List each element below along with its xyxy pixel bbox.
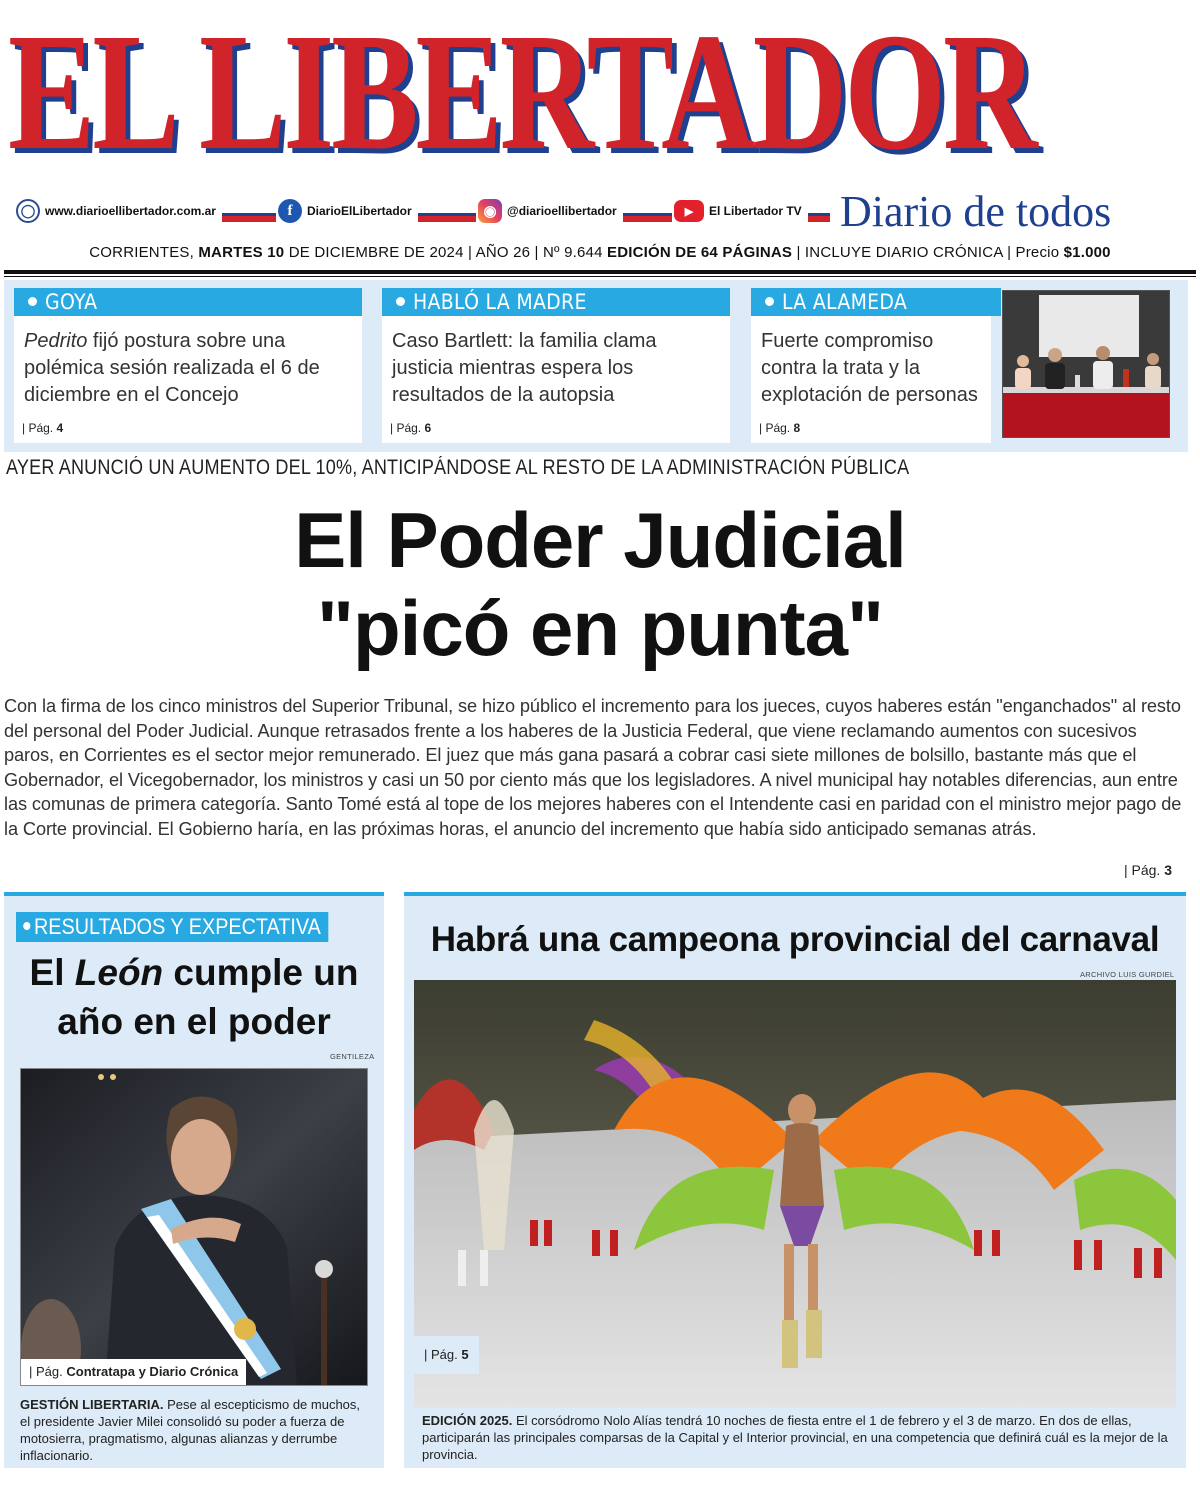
carnaval-photo-caption: EDICIÓN 2025. El corsódromo Nolo Alías tendrá 10 noches de fiesta entre el 1 de febrero y el 3 de marzo. En dos de ellas, participarán las principales comparsas de la Capital y el Interior provincial, en una competencia que definirá cuál es la mejor de la provincia. [422, 1413, 1168, 1462]
instagram-link-label: @diarioellibertador [507, 204, 617, 218]
social-bar [14, 200, 830, 222]
milei-story-tag: RESULTADOS Y EXPECTATIVA [16, 912, 328, 942]
bullet-icon [23, 922, 30, 930]
facebook-link[interactable] [276, 200, 418, 222]
main-story-lead: Con la firma de los cinco ministros del Superior Tribunal, se hizo público el incremento para los jueces, cuyos haberes están "enganchados" al resto del personal del Poder Judicial. Aunque retrasados frente a los haberes de la Justicia Federal, que viene reclamando aumentos con sucesivos paros, en Corrientes es el sector mejor remunerado. El juez que más gana pasará a cobrar casi siete millones de bolsillo, bastante más que el Gobernador, el Vicegobernador, los ministros y casi un 50 por ciento más que los legisladores. A nivel municipal hay notables diferencias, aun entre las comunas de primera categoría. Santo Tomé está al tope de los mejores haberes con el Intendente casi en paridad con el ministro mejor pago de la Corte provincial. El Gobierno haría, en las próximas horas, el anuncio del incremento que había sido anticipado semanas atrás. [4, 696, 1182, 839]
website-link-label: www.diarioellibertador.com.ar [45, 204, 216, 218]
instagram-link[interactable] [476, 200, 623, 222]
carnaval-story-headline[interactable]: Habrá una campeona provincial del carnaval [430, 920, 1160, 959]
page-reference: | Pág. 6 [390, 421, 432, 435]
milei-photo[interactable] [20, 1068, 368, 1386]
milei-story-headline[interactable]: El León cumple un año en el poder [29, 952, 359, 1042]
page-reference: | Pág. 8 [759, 421, 801, 435]
milei-photo-caption: GESTIÓN LIBERTARIA. Pese al escepticismo de muchos, el presidente Javier Milei consolidó su poder a fuerza de motosierra, pragmatismo, algunas alianzas y derrumbe inflacionario. [20, 1397, 361, 1463]
conference-photo-illustration [1003, 291, 1170, 438]
facebook-link-label: DiarioElLibertador [307, 204, 412, 218]
dateline [0, 244, 1200, 261]
teaser-hablo-la-madre[interactable] [382, 288, 730, 443]
carnaval-story-box [404, 892, 1186, 1468]
main-headline-line1: El Poder Judicial [294, 496, 906, 584]
youtube-link-label: El Libertador TV [709, 204, 802, 218]
instagram-icon: ◉ [478, 199, 502, 223]
masthead [0, 0, 1200, 240]
teaser-tag: GOYA [14, 288, 362, 316]
bullet-icon [396, 297, 405, 306]
carnaval-photo[interactable] [414, 980, 1176, 1408]
dateline-day: MARTES 10 [198, 244, 285, 261]
bullet-icon [28, 297, 37, 306]
website-link[interactable] [14, 200, 222, 222]
masthead-rule [4, 270, 1196, 274]
main-story-kicker: AYER ANUNCIÓ UN AUMENTO DEL 10%, ANTICIPÁNDOSE AL RESTO DE LA ADMINISTRACIÓN PÚBLICA [6, 456, 910, 479]
teaser-text: Caso Bartlett: la familia clama justicia mientras espera los resultados de la autopsia [392, 330, 657, 406]
youtube-icon: ▶ [674, 200, 704, 222]
teaser-goya[interactable] [14, 288, 362, 443]
page-reference: | Pág. Contratapa y Diario Crónica [21, 1359, 246, 1385]
tagline: Diario de todos [840, 187, 1112, 236]
facebook-icon: f [278, 199, 302, 223]
photo-credit: GENTILEZA [330, 1052, 375, 1061]
masthead-rule-thin [4, 276, 1196, 277]
dateline-price: $1.000 [1063, 244, 1111, 261]
president-photo-illustration [21, 1069, 368, 1386]
dateline-city: CORRIENTES, [89, 244, 194, 261]
bullet-icon [765, 297, 774, 306]
youtube-link[interactable] [672, 200, 808, 222]
milei-story-box [4, 892, 384, 1468]
main-headline-line2: "picó en punta" [317, 584, 883, 672]
newspaper-logo[interactable]: EL LIBERTADOR [8, 0, 1035, 185]
main-story-page-reference: | Pág. 3 [1124, 862, 1173, 878]
teaser-la-alameda[interactable] [751, 288, 991, 443]
globe-icon: ◯ [16, 199, 40, 223]
photo-credit: ARCHIVO LUIS GURDIEL [1080, 970, 1175, 979]
teaser-tag: HABLÓ LA MADRE [382, 288, 730, 316]
carnival-dancers-illustration [414, 980, 1176, 1408]
alameda-photo[interactable] [1002, 290, 1170, 438]
dateline-issue: DE DICIEMBRE DE 2024 | AÑO 26 | Nº 9.644 [288, 244, 603, 261]
dateline-includes: | INCLUYE DIARIO CRÓNICA | Precio [796, 244, 1060, 261]
page-reference: | Pág. 4 [22, 421, 64, 435]
dateline-edition: EDICIÓN DE 64 PÁGINAS [607, 244, 793, 261]
teaser-text: Fuerte compromiso contra la trata y la explotación de personas [761, 330, 978, 406]
teaser-text: Pedrito fijó postura sobre una polémica sesión realizada el 6 de diciembre en el Concejo [24, 330, 320, 406]
page-reference: | Pág. 5 [414, 1336, 479, 1374]
teaser-tag: LA ALAMEDA [751, 288, 1001, 316]
main-headline[interactable] [0, 496, 1200, 672]
